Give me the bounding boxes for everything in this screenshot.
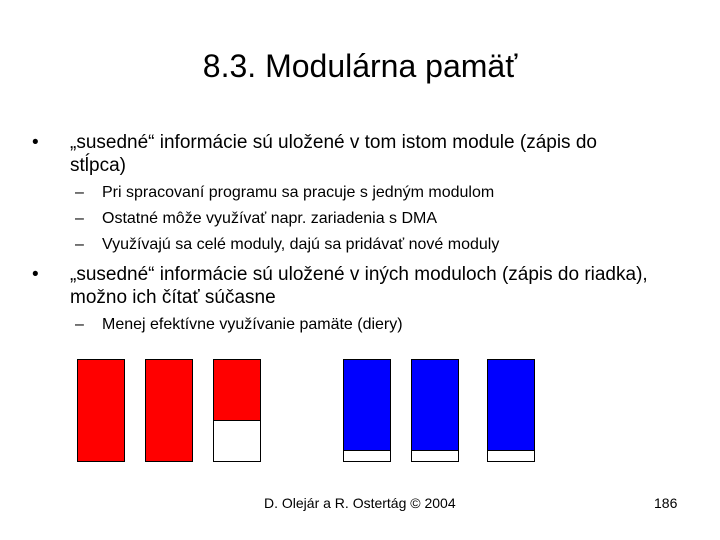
module-fill [214, 360, 260, 421]
memory-module-red-3 [213, 359, 261, 462]
dash-marker: – [75, 316, 84, 333]
footer-author: D. Olejár a R. Ostertág © 2004 [264, 495, 456, 511]
bullet-2-line-1: „susedné“ informácie sú uložené v iných moduloch (zápis do riadka), [70, 264, 648, 285]
module-fill [488, 360, 534, 451]
dash-marker: – [75, 236, 84, 253]
dash-marker: – [75, 210, 84, 227]
memory-module-red-1 [77, 359, 125, 462]
slide-title: 8.3. Modulárna pamäť [202, 48, 518, 84]
memory-module-blue-1 [343, 359, 391, 462]
memory-module-red-2 [145, 359, 193, 462]
memory-module-blue-3 [487, 359, 535, 462]
module-fill [146, 360, 192, 461]
sub-bullet-text: Ostatné môže využívať napr. zariadenia s DMA [102, 210, 438, 227]
dash-marker: – [75, 184, 84, 201]
page-number: 186 [654, 495, 678, 511]
bullet-1-line-2: stĺpca) [70, 155, 126, 176]
bullet-1-text [70, 131, 700, 177]
sub-bullet-text: Využívajú sa celé moduly, dajú sa pridávať nové moduly [102, 236, 500, 253]
bullet-2-text [70, 263, 700, 309]
bullet-2-line-2: možno ich čítať súčasne [70, 287, 276, 308]
sub-bullet-text: Pri spracovaní programu sa pracuje s jedným modulom [102, 184, 495, 201]
module-fill [412, 360, 458, 451]
bullet-1-line-1: „susedné“ informácie sú uložené v tom istom module (zápis do [70, 132, 597, 153]
bullet-marker: • [32, 264, 39, 285]
memory-module-blue-2 [411, 359, 459, 462]
bullet-marker: • [32, 132, 39, 153]
sub-bullet-text: Menej efektívne využívanie pamäte (diery) [102, 316, 403, 333]
module-fill [344, 360, 390, 451]
module-fill [78, 360, 124, 461]
